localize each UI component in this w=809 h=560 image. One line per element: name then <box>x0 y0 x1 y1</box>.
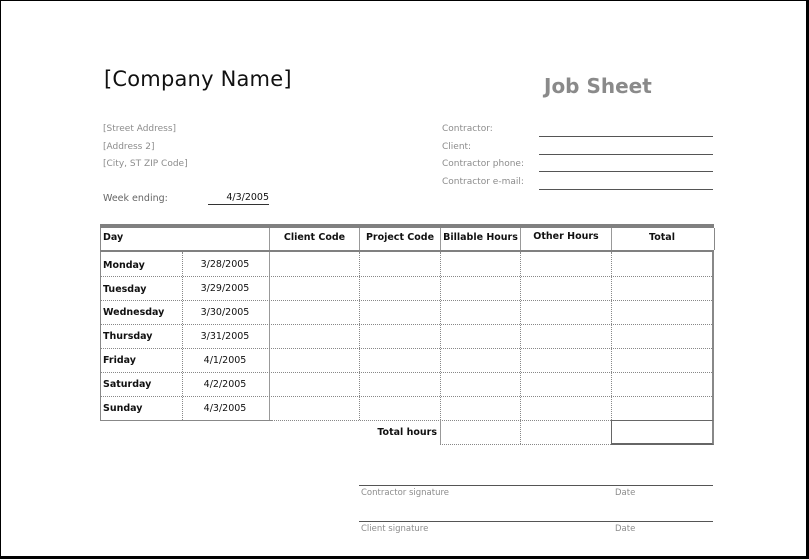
row-divider <box>101 348 712 349</box>
table-row-day: Saturday <box>103 379 152 390</box>
street-address: [Street Address] <box>103 124 177 134</box>
table-row-day: Friday <box>103 355 136 366</box>
header-billable-hours: Billable Hours <box>443 232 518 243</box>
address-2: [Address 2] <box>103 142 155 152</box>
week-ending-label: Week ending: <box>103 193 168 204</box>
table-row-date: 4/1/2005 <box>203 355 247 366</box>
table-row-date: 3/28/2005 <box>200 259 250 270</box>
contractor-field[interactable] <box>539 136 713 137</box>
table-header-rule <box>100 250 714 252</box>
header-total: Total <box>649 232 675 243</box>
header-divider <box>359 228 360 250</box>
total-hours-label: Total hours <box>377 427 437 438</box>
column-divider <box>611 252 612 420</box>
contractor-signature-line[interactable] <box>359 485 713 486</box>
contractor-phone-field[interactable] <box>539 171 713 172</box>
table-row-day: Wednesday <box>103 307 165 318</box>
header-project-code: Project Code <box>365 232 435 243</box>
row-divider <box>101 372 712 373</box>
header-client-code: Client Code <box>283 232 346 243</box>
client-signature-line[interactable] <box>359 521 713 522</box>
header-divider <box>440 228 441 250</box>
header-divider <box>520 228 521 250</box>
column-divider <box>359 252 360 420</box>
header-divider <box>611 228 612 250</box>
total-cell-border <box>440 444 611 445</box>
company-name: [Company Name] <box>104 67 292 91</box>
header-divider <box>269 228 270 250</box>
contractor-email-label: Contractor e-mail: <box>442 177 524 187</box>
table-row-day: Thursday <box>103 331 153 342</box>
document-title: Job Sheet <box>544 74 652 98</box>
table-row-date: 3/29/2005 <box>200 283 250 294</box>
table-row-date: 4/2/2005 <box>203 379 247 390</box>
contractor-date-label: Date <box>615 488 636 498</box>
table-row-date: 3/31/2005 <box>200 331 250 342</box>
city-state-zip: [City, ST ZIP Code] <box>103 159 188 169</box>
row-divider <box>101 276 712 277</box>
client-signature-label: Client signature <box>361 524 429 534</box>
table-row-date: 4/3/2005 <box>203 403 247 414</box>
total-cell-border <box>520 420 521 444</box>
client-field[interactable] <box>539 154 713 155</box>
table-row-date: 3/30/2005 <box>200 307 250 318</box>
client-date-label: Date <box>615 524 636 534</box>
column-divider <box>269 252 270 420</box>
contractor-email-field[interactable] <box>539 189 713 190</box>
column-divider <box>520 252 521 420</box>
contractor-phone-label: Contractor phone: <box>442 159 524 169</box>
table-left-border <box>100 252 101 420</box>
table-row-day: Tuesday <box>103 284 147 295</box>
week-ending-value[interactable]: 4/3/2005 <box>208 192 269 205</box>
header-day: Day <box>103 232 124 243</box>
column-divider <box>440 252 441 420</box>
row-divider <box>101 324 712 325</box>
row-divider <box>101 396 712 397</box>
contractor-label: Contractor: <box>442 124 493 134</box>
table-right-border <box>712 252 714 420</box>
table-bottom-border <box>100 420 272 421</box>
row-divider <box>101 300 712 301</box>
grand-total-cell[interactable] <box>611 420 714 445</box>
table-row-day: Sunday <box>103 403 143 414</box>
header-other-hours: Other Hours <box>533 231 599 242</box>
table-row-day: Monday <box>103 260 145 271</box>
contractor-signature-label: Contractor signature <box>361 488 450 498</box>
total-cell-border <box>440 420 441 444</box>
client-label: Client: <box>442 142 472 152</box>
